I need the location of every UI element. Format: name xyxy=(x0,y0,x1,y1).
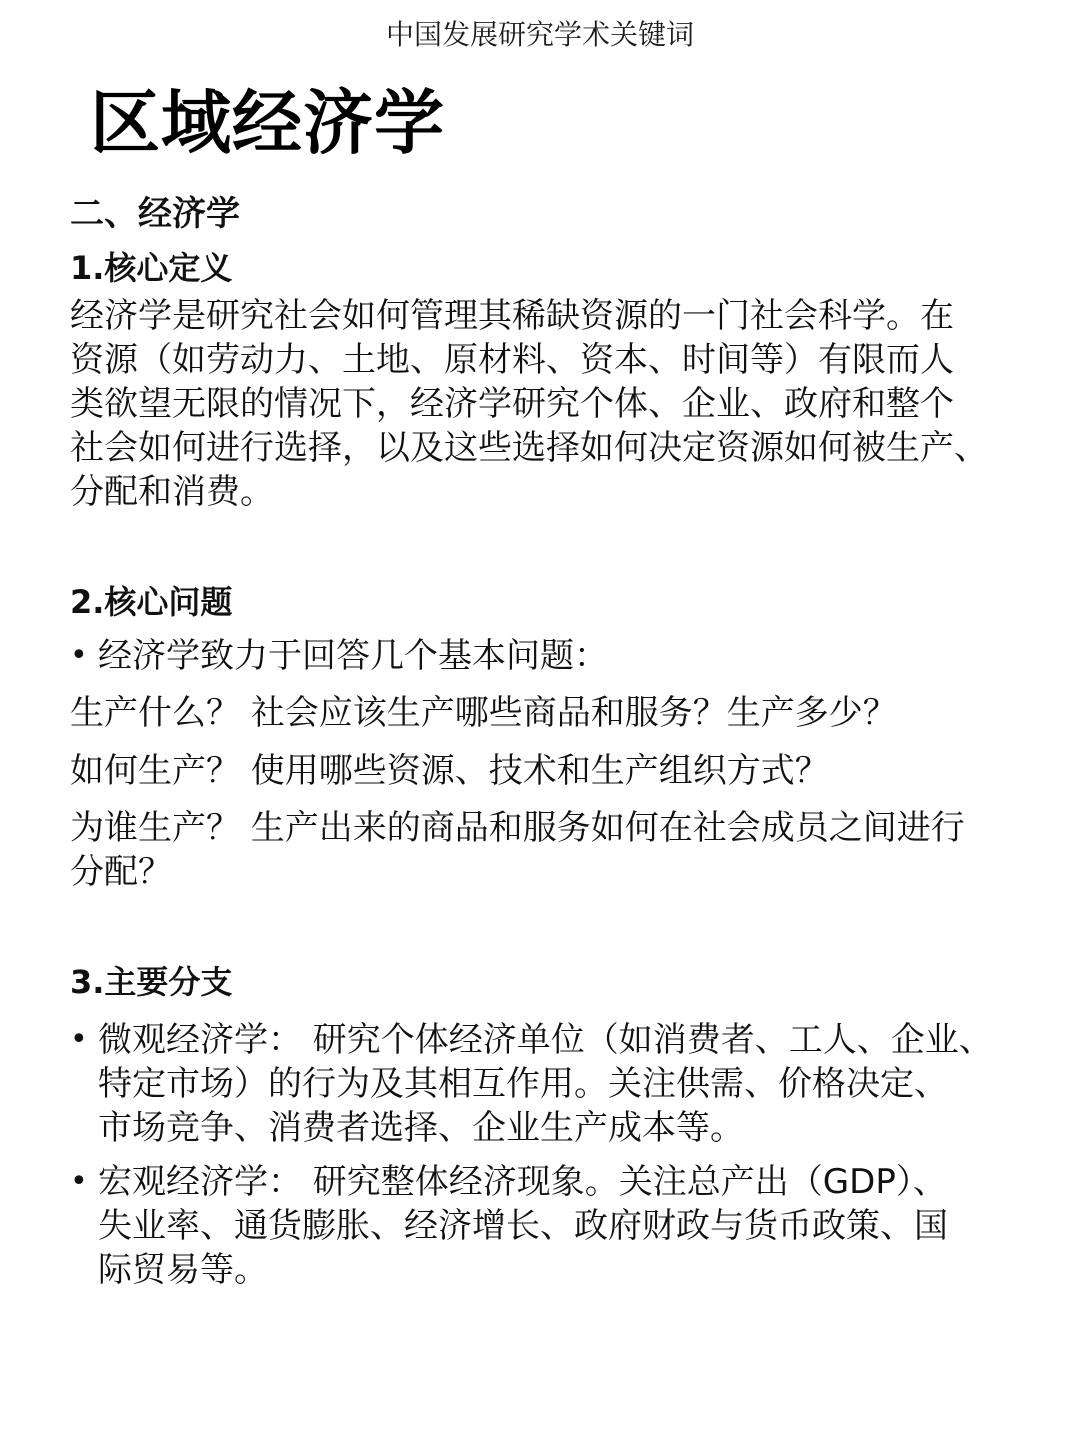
bullet-icon: • xyxy=(70,1164,88,1199)
question-item: 如何生产？ 使用哪些资源、技术和生产组织方式？ xyxy=(70,751,829,791)
branch-line: 宏观经济学： 研究整体经济现象。关注总产出（GDP）、 xyxy=(98,1162,947,1202)
branch-line: 特定市场）的行为及其相互作用。关注供需、价格决定、 xyxy=(98,1064,948,1104)
bullet-icon: • xyxy=(70,1022,88,1057)
definition-line: 分配和消费。 xyxy=(70,472,274,512)
list-item-macro xyxy=(70,1160,1030,1292)
spacer xyxy=(70,894,1030,956)
question-line: 分配？ xyxy=(70,852,172,892)
page-header: 中国发展研究学术关键词 xyxy=(385,18,694,51)
definition-heading: 1.核心定义 xyxy=(70,249,233,287)
section-heading: 二、经济学 xyxy=(70,194,240,234)
questions-intro-text: 经济学致力于回答几个基本问题： xyxy=(98,636,608,676)
list-item-micro xyxy=(70,1018,1030,1150)
definition-line: 类欲望无限的情况下，经济学研究个体、企业、政府和整个 xyxy=(70,384,954,424)
question-item: 生产什么？ 社会应该生产哪些商品和服务？生产多少？ xyxy=(70,693,897,733)
branches-list xyxy=(70,1018,1030,1292)
question-line: 为谁生产？ 生产出来的商品和服务如何在社会成员之间进行 xyxy=(70,808,965,848)
page-title: 区域经济学 xyxy=(90,82,445,164)
questions-heading: 2.核心问题 xyxy=(70,583,233,621)
branch-line: 际贸易等。 xyxy=(98,1250,268,1290)
branch-line: 失业率、通货膨胀、经济增长、政府财政与货币政策、国 xyxy=(98,1206,948,1246)
questions-intro xyxy=(70,628,1030,684)
branch-line: 市场竞争、消费者选择、企业生产成本等。 xyxy=(98,1108,744,1148)
definition-line: 经济学是研究社会如何管理其稀缺资源的一门社会科学。在 xyxy=(70,296,954,336)
definition-paragraph xyxy=(70,294,1030,514)
main-content xyxy=(70,186,1030,1292)
question-item-last xyxy=(70,806,1030,894)
definition-line: 社会如何进行选择，以及这些选择如何决定资源如何被生产、 xyxy=(70,428,988,468)
spacer xyxy=(70,514,1030,576)
branches-heading: 3.主要分支 xyxy=(70,963,233,1001)
definition-line: 资源（如劳动力、土地、原材料、资本、时间等）有限而人 xyxy=(70,340,954,380)
branch-line: 微观经济学： 研究个体经济单位（如消费者、工人、企业、 xyxy=(98,1020,993,1060)
bullet-icon: • xyxy=(70,638,88,673)
